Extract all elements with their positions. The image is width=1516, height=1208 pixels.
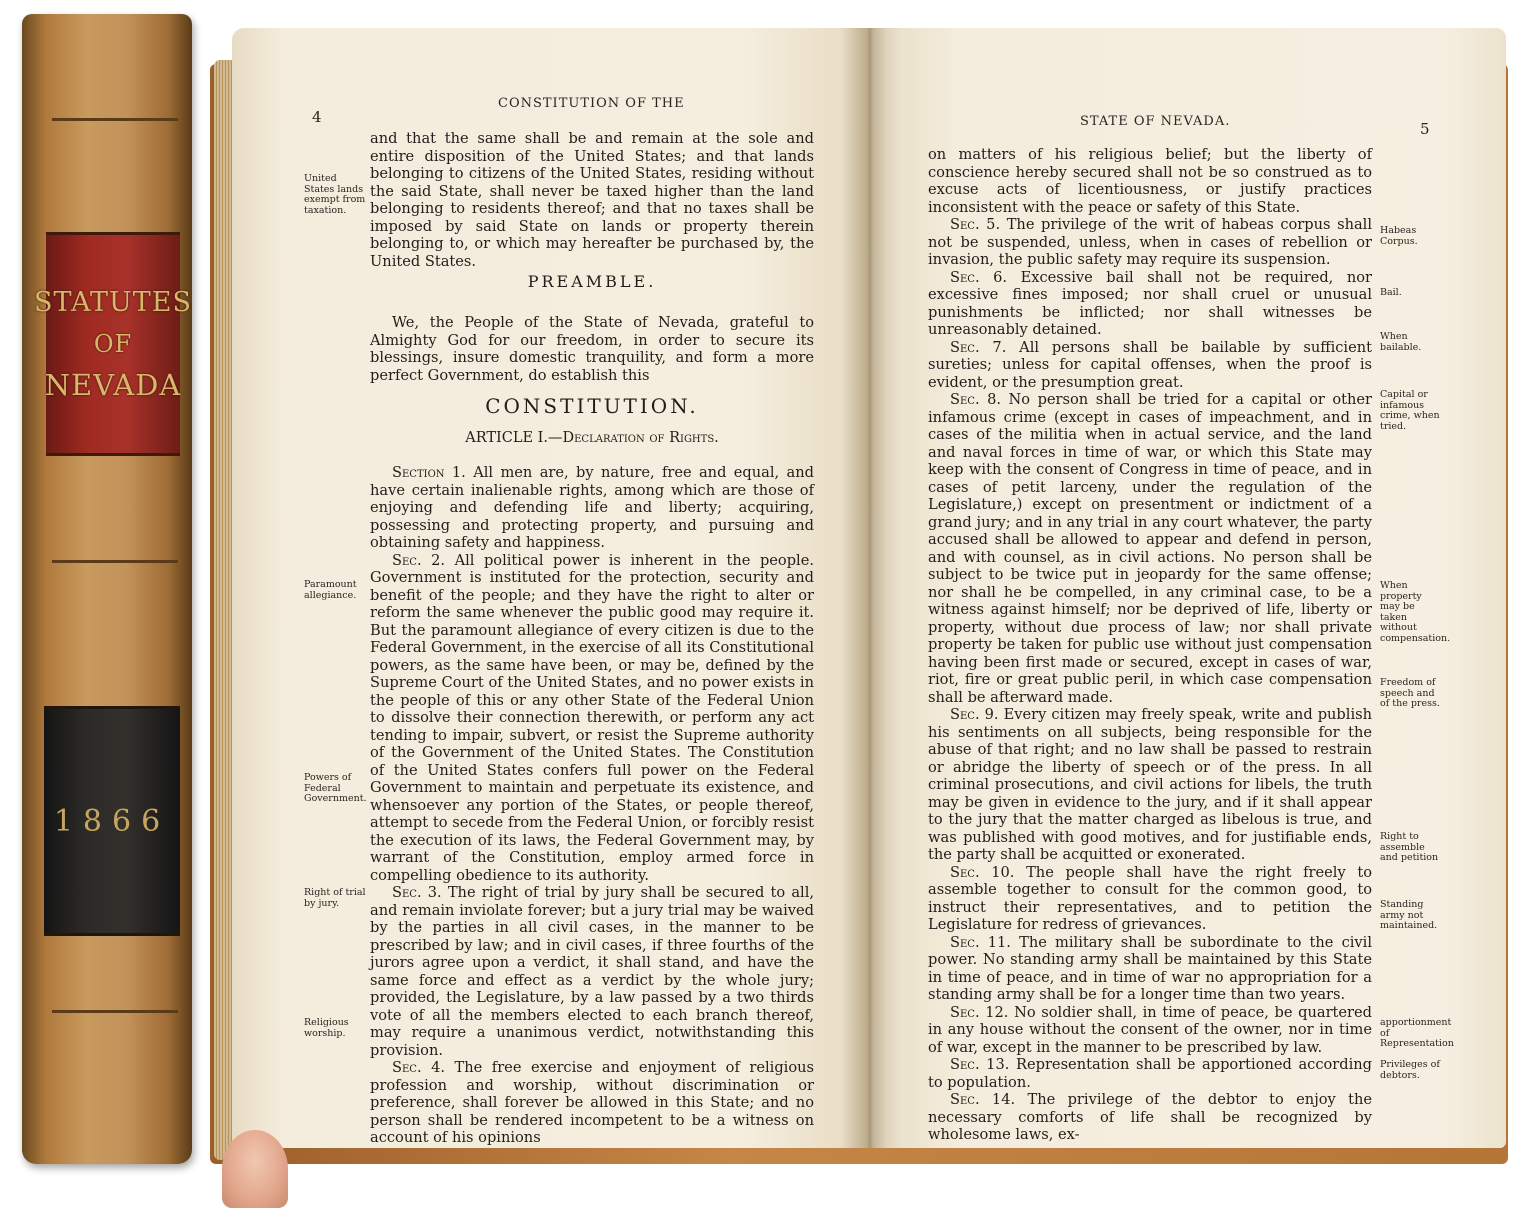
section-label: Sec. 9. <box>950 706 999 723</box>
section-label: Section 1. <box>392 464 466 481</box>
spine-title-line1: STATUTES <box>33 286 193 318</box>
margin-note: Capital or infamous crime, when tried. <box>1380 389 1440 432</box>
preamble-heading: PREAMBLE. <box>527 272 657 291</box>
section-label: Sec. 7. <box>950 338 1007 356</box>
section-label: Sec. 6. <box>950 268 1008 286</box>
right-page-number: 5 <box>1420 120 1430 138</box>
spine-year-label <box>44 706 180 936</box>
section-paragraph <box>370 552 814 885</box>
section-paragraph <box>928 391 1372 706</box>
section-label: Sec. 5. <box>950 216 1001 233</box>
section-label: Sec. 10. <box>950 863 1015 881</box>
section-text: The people shall have the right freely to assemble together to consult for the common good, to instruct their representatives, and to petition the Legislature for redress of grievances. <box>928 863 1372 933</box>
right-page <box>868 28 1506 1148</box>
article-heading: ARTICLE I.—Declaration of Rights. <box>465 430 719 446</box>
margin-note: United States lands exempt from taxation. <box>304 173 366 216</box>
margin-note: Powers of Federal Government. <box>304 772 367 804</box>
section-label: Sec. 4. <box>392 1059 446 1076</box>
section-paragraph <box>928 706 1372 864</box>
section-text: All political power is inherent in the people. Government is instituted for the protection, security and benefit of the people; and they have the right to alter or reform the same whenever the public good may require it. But the paramount allegiance of every citizen is due to the Federal Government, in the exercise of all its Constitutional powers, as the same have been, or may be, defined by the Supreme Court of the United States, and no power exists in the people of this or any other State of the Federal Union to dissolve their connection therewith, or perform any act tending to impair, subvert, or resist the Supreme authority of the Government of the United States. The Constitution of the United States confers full power on the Federal Government to maintain and perpetuate its existence, and whensoever any portion of the States, or people thereof, attempt to secede from the Federal Union, or forcibly resist the execution of its laws, the Federal Government may, by warrant of the Constitution, employ armed force in compelling obedience to its authority. <box>370 551 814 884</box>
section-paragraph <box>928 864 1372 934</box>
section-text: Excessive bail shall not be required, nor excessive fines imposed; nor shall cruel or unusual punishments be inflicted; nor shall witnesses be unreasonably detained. <box>928 268 1372 338</box>
section-paragraph <box>928 269 1372 339</box>
section-label: Sec. 8. <box>950 391 1002 408</box>
right-running-head: STATE OF NEVADA. <box>1080 114 1231 129</box>
section-text: The right of trial by jury shall be secured to all, and remain inviolate forever; but a jury trial may be waived by the parties in all civil cases, in the manner to be prescribed by law; and in civil cases, if three fourths of the jurors agree upon a verdict, it shall stand, and have the same force and effect as a verdict by the whole jury; provided, the Legislature, by a law passed by a two thirds vote of all the members elected to each branch thereof, may require a unanimous verdict, notwithstanding this provision. <box>370 884 815 1059</box>
margin-note: When bailable. <box>1380 331 1422 353</box>
section-label: Sec. 3. <box>392 884 442 901</box>
section-text: The privilege of the debtor to enjoy the necessary comforts of life shall be recognized by wholesome laws, ex- <box>928 1091 1372 1143</box>
spine-band <box>52 1010 178 1013</box>
section-paragraph <box>928 1056 1372 1091</box>
margin-note: Right of trial by jury. <box>304 887 366 909</box>
margin-note: Paramount allegiance. <box>304 579 357 601</box>
section-paragraph <box>370 884 814 1059</box>
margin-note: Habeas Corpus. <box>1380 225 1418 247</box>
margin-note: Right to assemble and petition <box>1380 831 1439 863</box>
margin-note: When property may be taken without compensation. <box>1380 580 1451 644</box>
section-paragraph <box>928 216 1372 269</box>
right-sections <box>928 146 1372 1144</box>
section-paragraph <box>370 1059 814 1147</box>
book-gutter <box>840 28 900 1148</box>
section-paragraph <box>928 1004 1372 1057</box>
spine-title-line3: NEVADA <box>44 367 182 402</box>
section-text: Every citizen may freely speak, write and publish his sentiments on all subjects, being responsible for the abuse of that right; and no law shall be passed to restrain or abridge the liberty of speech or of the press. In all criminal prosecutions, and civil actions for libels, the truth may be given in evidence to the jury, and if it shall appear to the jury that the matter charged as libelous is true, and was published with good motives, and for justifiable ends, the party shall be acquitted or exonerated. <box>928 706 1372 863</box>
left-running-head: CONSTITUTION OF THE <box>498 96 685 111</box>
left-page-number: 4 <box>312 108 322 126</box>
left-sections <box>370 464 814 1147</box>
spine-year: 1866 <box>53 803 171 839</box>
section-paragraph <box>928 1091 1372 1144</box>
section-label: Sec. 12. <box>950 1003 1009 1021</box>
section-text: The free exercise and enjoyment of religious profession and worship, without discrimination or preference, shall forever be allowed in this State; and no person shall be rendered incompetent to be a witness on account of his opinions <box>370 1059 815 1146</box>
book-spine <box>22 14 192 1164</box>
section-label: Sec. 2. <box>392 551 446 569</box>
holding-thumb <box>222 1130 288 1208</box>
right-opening-text: on matters of his religious belief; but the liberty of conscience hereby secured shall not be so construed as to excuse acts of licentiousness, or justify practices inconsistent with the peace or safety of this State. <box>928 146 1372 216</box>
section-text: Representation shall be apportioned according to population. <box>928 1056 1373 1091</box>
section-paragraph <box>928 934 1372 1004</box>
spine-band <box>52 118 178 121</box>
margin-note: Bail. <box>1380 287 1402 298</box>
section-text: All men are, by nature, free and equal, and have certain inalienable rights, among which are those of enjoying and defending life and liberty; acquiring, possessing and protecting property, and pursuing and obtaining safety and happiness. <box>370 464 814 551</box>
left-opening-text: and that the same shall be and remain at the sole and entire disposition of the United States; and that lands belonging to citizens of the United States, residing without the said State, shall never be taxed higher than the land belonging to residents thereof; and that no taxes shall be imposed by said State on lands or property therein belonging to, or which may hereafter be purchased by, the United States. <box>370 130 814 270</box>
section-label: Sec. 11. <box>950 933 1011 951</box>
section-paragraph <box>370 464 814 552</box>
preamble-text: We, the People of the State of Nevada, grateful to Almighty God for our freedom, in order to secure its blessings, insure domestic tranquility, and form a more perfect Government, do establish this <box>370 314 814 384</box>
left-page <box>232 28 868 1148</box>
spine-band <box>52 560 178 563</box>
spine-title-label <box>33 232 193 456</box>
spine-title-line2: OF <box>93 329 133 358</box>
section-text: The privilege of the writ of habeas corpus shall not be suspended, unless, when in cases of rebellion or invasion, the public safety may require its suspension. <box>928 216 1372 268</box>
margin-note: Standing army not maintained. <box>1380 899 1438 931</box>
section-text: The military shall be subordinate to the civil power. No standing army shall be maintained by this State in time of peace, and in time of war no appropriation for a standing army shall be for a longer time than two years. <box>928 933 1373 1003</box>
section-label: Sec. 14. <box>950 1091 1016 1108</box>
section-label: Sec. 13. <box>950 1056 1010 1073</box>
section-text: No soldier shall, in time of peace, be quartered in any house without the consent of the owner, nor in time of war, except in the manner to be prescribed by law. <box>928 1003 1373 1056</box>
margin-note: Religious worship. <box>304 1017 349 1039</box>
constitution-heading: CONSTITUTION. <box>485 394 699 418</box>
margin-note: apportionment of Representation <box>1380 1017 1454 1049</box>
section-text: No person shall be tried for a capital or other infamous crime (except in cases of impeachment, and in cases of the militia when in actual service, and the land and naval forces in time of war, or which this State may keep with the consent of Congress in time of peace, and in cases of petit larceny, under the regulation of the Legislature,) except on presentment or indictment of a grand jury; and in any trial in any court whatever, the party accused shall be allowed to appear and defend in person, and with counsel, as in civil actions. No person shall be subject to be twice put in jeopardy for the same offense; nor shall he be compelled, in any criminal case, to be a witness against himself; nor be deprived of life, liberty or property, without due process of law; nor shall private property be taken for public use without just compensation having been first made or secured, except in cases of war, riot, fire or great public peril, in which case compensation shall be afterward made. <box>928 391 1372 706</box>
section-paragraph <box>928 339 1372 392</box>
section-text: All persons shall be bailable by sufficient sureties; unless for capital offenses, when the proof is evident, or the presumption great. <box>928 338 1372 391</box>
margin-note: Privileges of debtors. <box>1380 1059 1440 1081</box>
margin-note: Freedom of speech and of the press. <box>1380 677 1440 709</box>
